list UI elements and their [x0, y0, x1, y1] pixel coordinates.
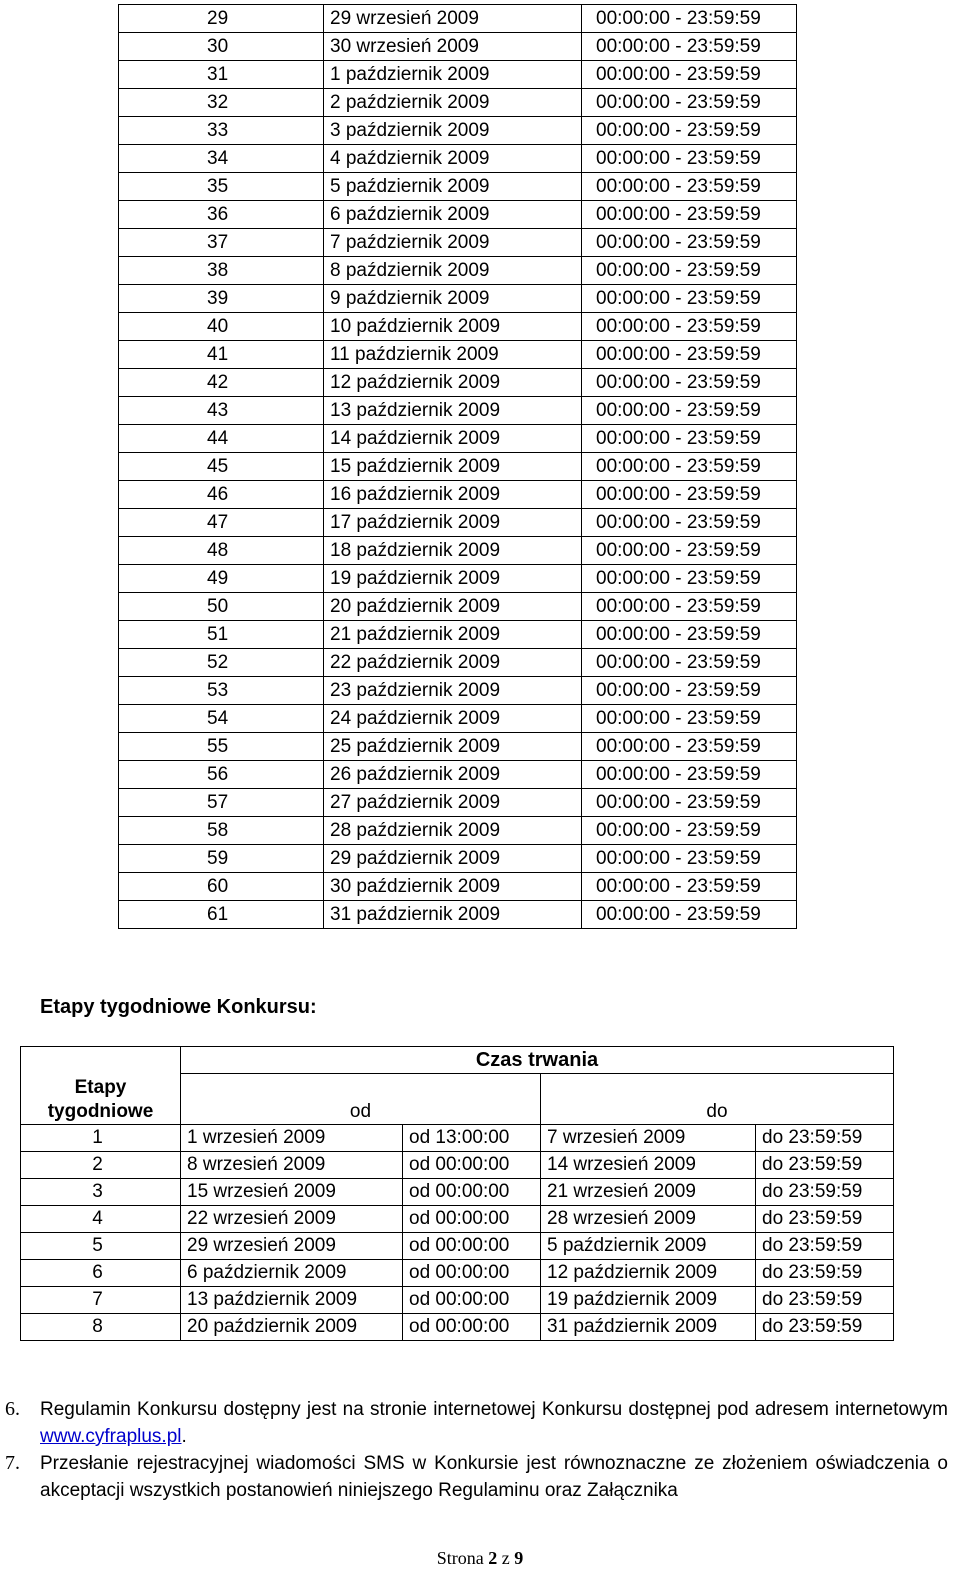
- day-date: 30 wrzesień 2009: [324, 33, 582, 61]
- day-date: 29 październik 2009: [324, 845, 582, 873]
- day-hours: 00:00:00 - 23:59:59: [582, 257, 797, 285]
- table-row: [119, 705, 797, 733]
- day-date: 16 październik 2009: [324, 481, 582, 509]
- day-hours: 00:00:00 - 23:59:59: [582, 117, 797, 145]
- day-date: 15 październik 2009: [324, 453, 582, 481]
- day-hours: 00:00:00 - 23:59:59: [582, 5, 797, 33]
- weekly-header-row-2: [21, 1074, 894, 1125]
- day-number: 58: [119, 817, 324, 845]
- table-row: [119, 873, 797, 901]
- stage-start-date: 29 wrzesień 2009: [181, 1233, 403, 1260]
- table-row: [21, 1125, 894, 1152]
- day-hours: 00:00:00 - 23:59:59: [582, 509, 797, 537]
- table-row: [21, 1260, 894, 1287]
- header-blank-cell: [21, 1047, 181, 1074]
- day-date: 14 październik 2009: [324, 425, 582, 453]
- table-row: [119, 89, 797, 117]
- note-6-number: 6.: [5, 1398, 20, 1420]
- table-row: [119, 397, 797, 425]
- stage-number: 6: [21, 1260, 181, 1287]
- table-row: [119, 369, 797, 397]
- stage-number: 1: [21, 1125, 181, 1152]
- stage-start-date: 15 wrzesień 2009: [181, 1179, 403, 1206]
- day-date: 28 październik 2009: [324, 817, 582, 845]
- day-hours: 00:00:00 - 23:59:59: [582, 173, 797, 201]
- day-date: 21 październik 2009: [324, 621, 582, 649]
- day-hours: 00:00:00 - 23:59:59: [582, 89, 797, 117]
- day-date: 2 październik 2009: [324, 89, 582, 117]
- stage-end-time: do 23:59:59: [756, 1260, 894, 1287]
- table-row: [119, 61, 797, 89]
- day-number: 59: [119, 845, 324, 873]
- weekly-stages-table: [20, 1046, 894, 1341]
- stage-number: 3: [21, 1179, 181, 1206]
- stage-start-time: od 00:00:00: [403, 1287, 541, 1314]
- regulation-notes: [0, 1396, 960, 1504]
- day-date: 6 październik 2009: [324, 201, 582, 229]
- day-hours: 00:00:00 - 23:59:59: [582, 313, 797, 341]
- stage-start-date: 1 wrzesień 2009: [181, 1125, 403, 1152]
- day-hours: 00:00:00 - 23:59:59: [582, 649, 797, 677]
- note-7: [0, 1450, 960, 1504]
- day-date: 19 październik 2009: [324, 565, 582, 593]
- daily-schedule-table: [118, 4, 797, 929]
- weekly-stages-title: Etapy tygodniowe Konkursu:: [40, 996, 317, 1018]
- weekly-stages-header-line1: Etapy: [74, 1077, 127, 1098]
- stage-start-date: 13 październik 2009: [181, 1287, 403, 1314]
- footer-page-total: 9: [514, 1548, 524, 1568]
- stage-start-time: od 00:00:00: [403, 1260, 541, 1287]
- stage-start-date: 20 październik 2009: [181, 1314, 403, 1341]
- table-row: [119, 33, 797, 61]
- stage-end-date: 5 październik 2009: [541, 1233, 756, 1260]
- stage-end-date: 31 październik 2009: [541, 1314, 756, 1341]
- page-footer: [0, 1548, 960, 1569]
- day-hours: 00:00:00 - 23:59:59: [582, 369, 797, 397]
- stage-end-date: 28 wrzesień 2009: [541, 1206, 756, 1233]
- table-row: [119, 117, 797, 145]
- table-row: [119, 677, 797, 705]
- stage-start-time: od 00:00:00: [403, 1314, 541, 1341]
- duration-header: Czas trwania: [181, 1047, 894, 1074]
- day-number: 38: [119, 257, 324, 285]
- stage-start-time: od 13:00:00: [403, 1125, 541, 1152]
- stage-start-date: 6 październik 2009: [181, 1260, 403, 1287]
- stage-end-time: do 23:59:59: [756, 1314, 894, 1341]
- day-hours: 00:00:00 - 23:59:59: [582, 425, 797, 453]
- day-number: 60: [119, 873, 324, 901]
- note-7-number: 7.: [5, 1452, 20, 1474]
- day-hours: 00:00:00 - 23:59:59: [582, 229, 797, 257]
- day-hours: 00:00:00 - 23:59:59: [582, 33, 797, 61]
- day-hours: 00:00:00 - 23:59:59: [582, 593, 797, 621]
- day-date: 31 październik 2009: [324, 901, 582, 929]
- day-number: 53: [119, 677, 324, 705]
- table-row: [21, 1287, 894, 1314]
- day-number: 37: [119, 229, 324, 257]
- day-date: 12 październik 2009: [324, 369, 582, 397]
- footer-page-number: 2: [488, 1548, 498, 1568]
- note-7-text: Przesłanie rejestracyjnej wiadomości SMS w Konkursie jest równoznaczne ze złożeniem oświadczenia o akceptacji wszystkich postanowień niniejszego Regulaminu oraz Załącznika: [40, 1453, 948, 1501]
- day-date: 27 październik 2009: [324, 789, 582, 817]
- stage-end-date: 14 wrzesień 2009: [541, 1152, 756, 1179]
- day-number: 54: [119, 705, 324, 733]
- stage-start-time: od 00:00:00: [403, 1179, 541, 1206]
- table-row: [119, 845, 797, 873]
- stage-end-date: 7 wrzesień 2009: [541, 1125, 756, 1152]
- table-row: [119, 481, 797, 509]
- table-row: [119, 733, 797, 761]
- stage-end-time: do 23:59:59: [756, 1233, 894, 1260]
- day-hours: 00:00:00 - 23:59:59: [582, 705, 797, 733]
- stage-number: 7: [21, 1287, 181, 1314]
- stage-end-date: 19 październik 2009: [541, 1287, 756, 1314]
- day-date: 8 październik 2009: [324, 257, 582, 285]
- day-hours: 00:00:00 - 23:59:59: [582, 901, 797, 929]
- from-header: od: [181, 1074, 541, 1125]
- day-number: 34: [119, 145, 324, 173]
- day-date: 9 październik 2009: [324, 285, 582, 313]
- daily-schedule-body: [119, 5, 797, 929]
- day-date: 26 październik 2009: [324, 761, 582, 789]
- day-hours: 00:00:00 - 23:59:59: [582, 845, 797, 873]
- day-number: 57: [119, 789, 324, 817]
- day-hours: 00:00:00 - 23:59:59: [582, 201, 797, 229]
- table-row: [21, 1179, 894, 1206]
- table-row: [119, 565, 797, 593]
- table-row: [119, 145, 797, 173]
- day-number: 47: [119, 509, 324, 537]
- day-hours: 00:00:00 - 23:59:59: [582, 761, 797, 789]
- stage-end-time: do 23:59:59: [756, 1125, 894, 1152]
- day-date: 24 październik 2009: [324, 705, 582, 733]
- day-number: 36: [119, 201, 324, 229]
- stage-end-time: do 23:59:59: [756, 1287, 894, 1314]
- day-number: 42: [119, 369, 324, 397]
- weekly-stages-header-line2: tygodniowe: [47, 1101, 154, 1122]
- day-hours: 00:00:00 - 23:59:59: [582, 285, 797, 313]
- table-row: [119, 453, 797, 481]
- day-number: 61: [119, 901, 324, 929]
- website-link[interactable]: www.cyfraplus.pl: [40, 1426, 182, 1447]
- table-row: [21, 1206, 894, 1233]
- day-number: 51: [119, 621, 324, 649]
- stage-number: 4: [21, 1206, 181, 1233]
- table-row: [119, 621, 797, 649]
- stage-end-date: 21 wrzesień 2009: [541, 1179, 756, 1206]
- table-row: [119, 285, 797, 313]
- table-row: [119, 509, 797, 537]
- day-hours: 00:00:00 - 23:59:59: [582, 537, 797, 565]
- day-date: 22 październik 2009: [324, 649, 582, 677]
- day-hours: 00:00:00 - 23:59:59: [582, 565, 797, 593]
- day-number: 30: [119, 33, 324, 61]
- footer-prefix: Strona: [436, 1548, 489, 1568]
- day-number: 45: [119, 453, 324, 481]
- stage-start-time: od 00:00:00: [403, 1206, 541, 1233]
- stage-start-date: 8 wrzesień 2009: [181, 1152, 403, 1179]
- to-header: do: [541, 1074, 894, 1125]
- table-row: [119, 257, 797, 285]
- stage-start-time: od 00:00:00: [403, 1152, 541, 1179]
- table-row: [119, 5, 797, 33]
- day-hours: 00:00:00 - 23:59:59: [582, 817, 797, 845]
- table-row: [119, 817, 797, 845]
- table-row: [119, 173, 797, 201]
- footer-middle: z: [497, 1548, 515, 1568]
- day-date: 20 październik 2009: [324, 593, 582, 621]
- day-date: 23 październik 2009: [324, 677, 582, 705]
- day-hours: 00:00:00 - 23:59:59: [582, 677, 797, 705]
- day-number: 46: [119, 481, 324, 509]
- day-date: 7 październik 2009: [324, 229, 582, 257]
- stage-end-time: do 23:59:59: [756, 1179, 894, 1206]
- note-6-text-end: .: [181, 1426, 187, 1447]
- day-number: 50: [119, 593, 324, 621]
- stage-end-time: do 23:59:59: [756, 1152, 894, 1179]
- table-row: [119, 229, 797, 257]
- day-number: 52: [119, 649, 324, 677]
- day-hours: 00:00:00 - 23:59:59: [582, 621, 797, 649]
- table-row: [119, 649, 797, 677]
- day-date: 5 październik 2009: [324, 173, 582, 201]
- table-row: [119, 789, 797, 817]
- day-number: 44: [119, 425, 324, 453]
- day-date: 11 październik 2009: [324, 341, 582, 369]
- day-number: 49: [119, 565, 324, 593]
- stage-end-time: do 23:59:59: [756, 1206, 894, 1233]
- table-row: [21, 1233, 894, 1260]
- day-date: 3 październik 2009: [324, 117, 582, 145]
- stage-number: 5: [21, 1233, 181, 1260]
- day-hours: 00:00:00 - 23:59:59: [582, 873, 797, 901]
- weekly-stages-body: [21, 1047, 894, 1341]
- stage-number: 8: [21, 1314, 181, 1341]
- weekly-header-row-1: [21, 1047, 894, 1074]
- table-row: [119, 201, 797, 229]
- table-row: [119, 341, 797, 369]
- day-hours: 00:00:00 - 23:59:59: [582, 733, 797, 761]
- day-date: 29 wrzesień 2009: [324, 5, 582, 33]
- day-number: 32: [119, 89, 324, 117]
- day-number: 41: [119, 341, 324, 369]
- day-date: 4 październik 2009: [324, 145, 582, 173]
- day-number: 48: [119, 537, 324, 565]
- table-row: [119, 537, 797, 565]
- table-row: [119, 761, 797, 789]
- stage-start-date: 22 wrzesień 2009: [181, 1206, 403, 1233]
- table-row: [21, 1152, 894, 1179]
- day-date: 1 październik 2009: [324, 61, 582, 89]
- day-date: 18 październik 2009: [324, 537, 582, 565]
- stage-number: 2: [21, 1152, 181, 1179]
- stage-start-time: od 00:00:00: [403, 1233, 541, 1260]
- day-hours: 00:00:00 - 23:59:59: [582, 341, 797, 369]
- day-number: 55: [119, 733, 324, 761]
- day-number: 29: [119, 5, 324, 33]
- day-hours: 00:00:00 - 23:59:59: [582, 481, 797, 509]
- day-number: 40: [119, 313, 324, 341]
- day-date: 13 październik 2009: [324, 397, 582, 425]
- note-6: [0, 1396, 960, 1450]
- day-number: 43: [119, 397, 324, 425]
- day-date: 30 październik 2009: [324, 873, 582, 901]
- weekly-stages-header: [21, 1074, 181, 1125]
- day-number: 56: [119, 761, 324, 789]
- day-date: 17 październik 2009: [324, 509, 582, 537]
- day-hours: 00:00:00 - 23:59:59: [582, 61, 797, 89]
- table-row: [119, 593, 797, 621]
- day-number: 31: [119, 61, 324, 89]
- day-hours: 00:00:00 - 23:59:59: [582, 397, 797, 425]
- day-number: 33: [119, 117, 324, 145]
- note-6-text: Regulamin Konkursu dostępny jest na stronie internetowej Konkursu dostępnej pod adresem internetowym: [40, 1399, 948, 1420]
- day-number: 35: [119, 173, 324, 201]
- table-row: [119, 901, 797, 929]
- day-hours: 00:00:00 - 23:59:59: [582, 453, 797, 481]
- table-row: [119, 425, 797, 453]
- day-date: 10 październik 2009: [324, 313, 582, 341]
- table-row: [21, 1314, 894, 1341]
- day-hours: 00:00:00 - 23:59:59: [582, 145, 797, 173]
- day-hours: 00:00:00 - 23:59:59: [582, 789, 797, 817]
- stage-end-date: 12 październik 2009: [541, 1260, 756, 1287]
- day-date: 25 październik 2009: [324, 733, 582, 761]
- day-number: 39: [119, 285, 324, 313]
- table-row: [119, 313, 797, 341]
